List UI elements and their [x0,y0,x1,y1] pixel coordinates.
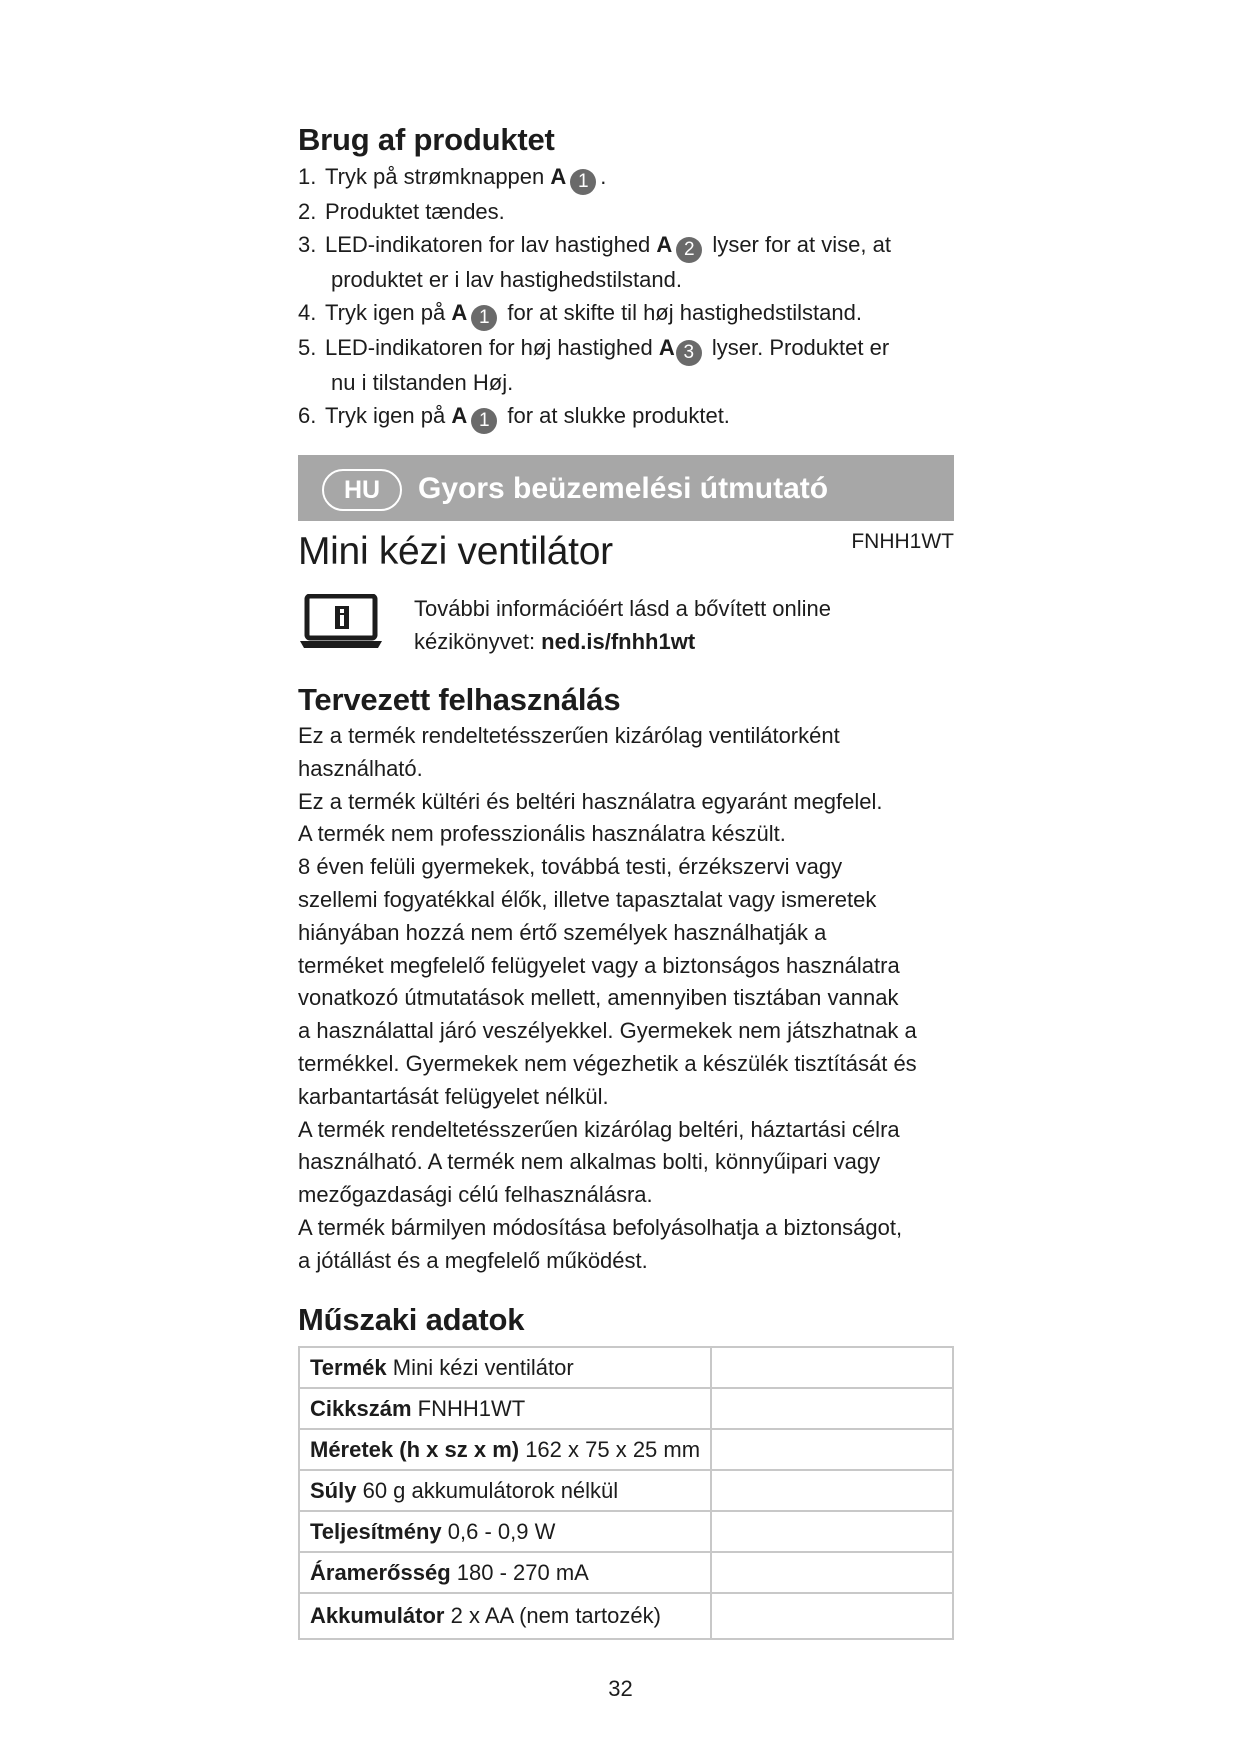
section-heading-intended-use: Tervezett felhasználás [298,682,621,717]
banner-title: Gyors beüzemelési útmutató [418,472,829,505]
language-code-badge: HU [322,469,402,511]
manual-link[interactable]: ned.is/fnhh1wt [541,629,696,654]
laptop-info-icon [298,594,384,650]
usage-step: 1. Tryk på strømknappen A 1 . [298,160,958,195]
model-number: FNHH1WT [851,530,954,553]
page-number: 32 [608,1676,633,1701]
usage-step: 5. LED-indikatoren for høj hastighed A 3 lyser. Produktet er nu i tilstanden Høj. [298,335,890,395]
table-row: Termék Mini kézi ventilátor [299,1347,953,1388]
usage-step: 4. Tryk igen på A 1 for at skifte til høj hastighedstilstand. [298,296,958,331]
number-badge-icon: 2 [676,237,702,263]
number-badge-icon: 1 [471,305,497,331]
table-row: Súly 60 g akkumulátorok nélkül [299,1470,953,1511]
number-badge-icon: 1 [570,169,596,195]
section-heading-usage: Brug af produktet [298,122,555,157]
intended-use-text: Ez a termék rendeltetésszerűen kizárólag ventilátorként használható. Ez a termék kültéri és beltéri használatra egyaránt megfelel. A termék nem professzionális használatra készült. 8 éven felüli gyermekek, továbbá testi, érzékszervi vagy szellemi fogyatékkal élők, illetve tapasztalat vagy ismeretek hiányában hozzá nem értő személyek használhatják a terméket megfelelő felügyelet vagy a biztonságos használatra vonatkozó útmutatások mellett, amennyiben tisztában vannak a használattal járó veszélyekkel. Gyermekek nem játszhatnak a termékkel. Gyermekek nem végezhetik a készülék tisztítását és karbantartását felügyelet nélkül. A termék rendeltetésszerűen kizárólag beltéri, háztartási célra használható. A termék nem alkalmas bolti, könnyűipari vagy mezőgazdasági célú felhasználásra. A termék bármilyen módosítása befolyásolhatja a biztonságot, a jótállást és a megfelelő működést. [298,723,917,1273]
danish-usage-section [298,120,958,434]
section-heading-specs: Műszaki adatok [298,1302,525,1337]
usage-step: 2. Produktet tændes. [298,199,505,224]
table-row: Méretek (h x sz x m) 162 x 75 x 25 mm [299,1429,953,1470]
online-manual-note [298,592,954,664]
table-row: Teljesítmény 0,6 - 0,9 W [299,1511,953,1552]
usage-step: 6. Tryk igen på A 1 for at slukke produktet. [298,399,958,434]
table-row: Cikkszám FNHH1WT [299,1388,953,1429]
number-badge-icon: 3 [676,340,702,366]
specs-table [298,1346,954,1640]
product-title-row [298,526,954,578]
table-row: Áramerősség 180 - 270 mA [299,1552,953,1593]
usage-steps-list [298,160,958,434]
intended-use-section [298,680,958,1278]
info-line: kézikönyvet: ned.is/fnhh1wt [414,629,696,654]
usage-step: 3. LED-indikatoren for lav hastighed A 2 lyser for at vise, at produktet er i lav hastighedstilstand. [298,232,891,292]
technical-specs-section [298,1300,958,1640]
number-badge-icon: 1 [471,408,497,434]
info-line: További információért lásd a bővített online [414,596,832,621]
table-row: Akkumulátor 2 x AA (nem tartozék) [299,1593,953,1639]
language-banner [298,455,954,521]
page-title: Mini kézi ventilátor [298,530,613,573]
